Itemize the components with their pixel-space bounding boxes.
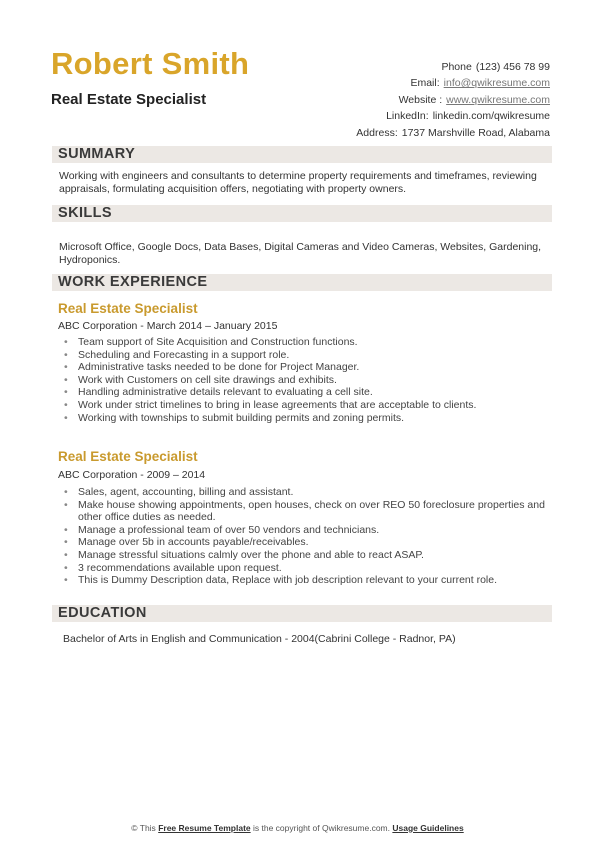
list-item: • Work with Customers on cell site drawings and exhibits. <box>64 373 337 386</box>
bullet-icon: • <box>64 386 68 399</box>
bullet-icon: • <box>64 348 68 361</box>
bullet-icon: • <box>64 523 68 536</box>
job-title: Real Estate Specialist <box>58 301 198 316</box>
list-item: • Work under strict timelines to bring in lease agreements that are acceptable to clients. <box>64 398 477 411</box>
summary-heading: SUMMARY <box>52 146 552 163</box>
contact-website <box>356 92 550 108</box>
footer-prefix: © This <box>131 823 156 833</box>
skills-heading: SKILLS <box>52 205 552 222</box>
bullet-icon: • <box>64 336 68 348</box>
resume-role: Real Estate Specialist <box>51 91 207 108</box>
bullet-icon: • <box>64 361 68 374</box>
list-item: • 3 recommendations available upon request. <box>64 561 282 574</box>
bullet-icon: • <box>64 536 68 549</box>
list-item: • Handling administrative details relevant to evaluating a cell site. <box>64 386 373 399</box>
free-resume-template-link[interactable]: Free Resume Template <box>158 823 251 833</box>
list-item: • Scheduling and Forecasting in a support role. <box>64 348 290 361</box>
job-company-dates: ABC Corporation - 2009 – 2014 <box>58 469 206 481</box>
list-item: • Manage stressful situations calmly over the phone and able to react ASAP. <box>64 548 424 561</box>
bullet-icon: • <box>64 548 68 561</box>
usage-guidelines-link[interactable]: Usage Guidelines <box>392 823 464 833</box>
bullet-icon: • <box>64 411 68 424</box>
education-heading: EDUCATION <box>52 605 552 622</box>
contact-block <box>356 59 550 141</box>
contact-email <box>356 75 550 91</box>
job-duties-list <box>60 486 550 587</box>
list-item: • Sales, agent, accounting, billing and assistant. <box>64 486 294 498</box>
work-experience-heading: WORK EXPERIENCE <box>52 274 552 291</box>
list-item: • Manage a professional team of over 50 vendors and technicians. <box>64 523 380 536</box>
job-company-dates: ABC Corporation - March 2014 – January 2015 <box>58 320 278 332</box>
bullet-icon: • <box>64 498 68 511</box>
footer <box>0 823 595 833</box>
summary-text: Working with engineers and consultants to determine property requirements and timeframes, reviewing appraisals, formulating acquisition offers, negotiating with property owners. <box>59 170 537 195</box>
contact-address <box>356 125 550 141</box>
job-duties-list <box>60 336 550 424</box>
email-label: Email: <box>410 77 440 90</box>
website-link[interactable]: www.qwikresume.com <box>446 93 550 106</box>
address-label: Address: <box>356 126 398 139</box>
phone-value: (123) 456 78 99 <box>475 61 550 73</box>
bullet-icon: • <box>64 574 68 587</box>
bullet-icon: • <box>64 486 68 498</box>
footer-copyright: is the copyright of Qwikresume.com. <box>253 823 390 833</box>
bullet-icon: • <box>64 561 68 574</box>
list-item: • Administrative tasks needed to be done for Project Manager. <box>64 361 360 374</box>
resume-name: Robert Smith <box>51 46 250 81</box>
list-item: • Working with townships to submit building permits and zoning permits. <box>64 411 405 424</box>
bullet-icon: • <box>64 398 68 411</box>
list-item: • Team support of Site Acquisition and Construction functions. <box>64 336 358 348</box>
list-item: • Manage over 5b in accounts payable/receivables. <box>64 536 309 549</box>
phone-label: Phone <box>441 61 472 73</box>
email-link[interactable]: info@qwikresume.com <box>443 77 550 90</box>
education-text: Bachelor of Arts in English and Communication - 2004(Cabrini College - Radnor, PA) <box>63 633 456 645</box>
address-value: 1737 Marshville Road, Alabama <box>401 126 550 139</box>
list-item: • This is Dummy Description data, Replace with job description relevant to your current role. <box>64 574 498 587</box>
linkedin-value: linkedin.com/qwikresume <box>432 110 550 123</box>
skills-text: Microsoft Office, Google Docs, Data Bases, Digital Cameras and Video Cameras, Websites, Gardening, Hydroponics. <box>59 241 542 266</box>
website-label: Website : <box>398 93 443 106</box>
contact-linkedin <box>356 108 550 124</box>
contact-phone <box>356 59 550 75</box>
job-title: Real Estate Specialist <box>58 449 198 464</box>
bullet-icon: • <box>64 373 68 386</box>
list-item: • Make house showing appointments, open houses, check on over REO 50 foreclosure properties and other office duties as needed. <box>64 498 545 524</box>
linkedin-label: LinkedIn: <box>386 110 429 123</box>
